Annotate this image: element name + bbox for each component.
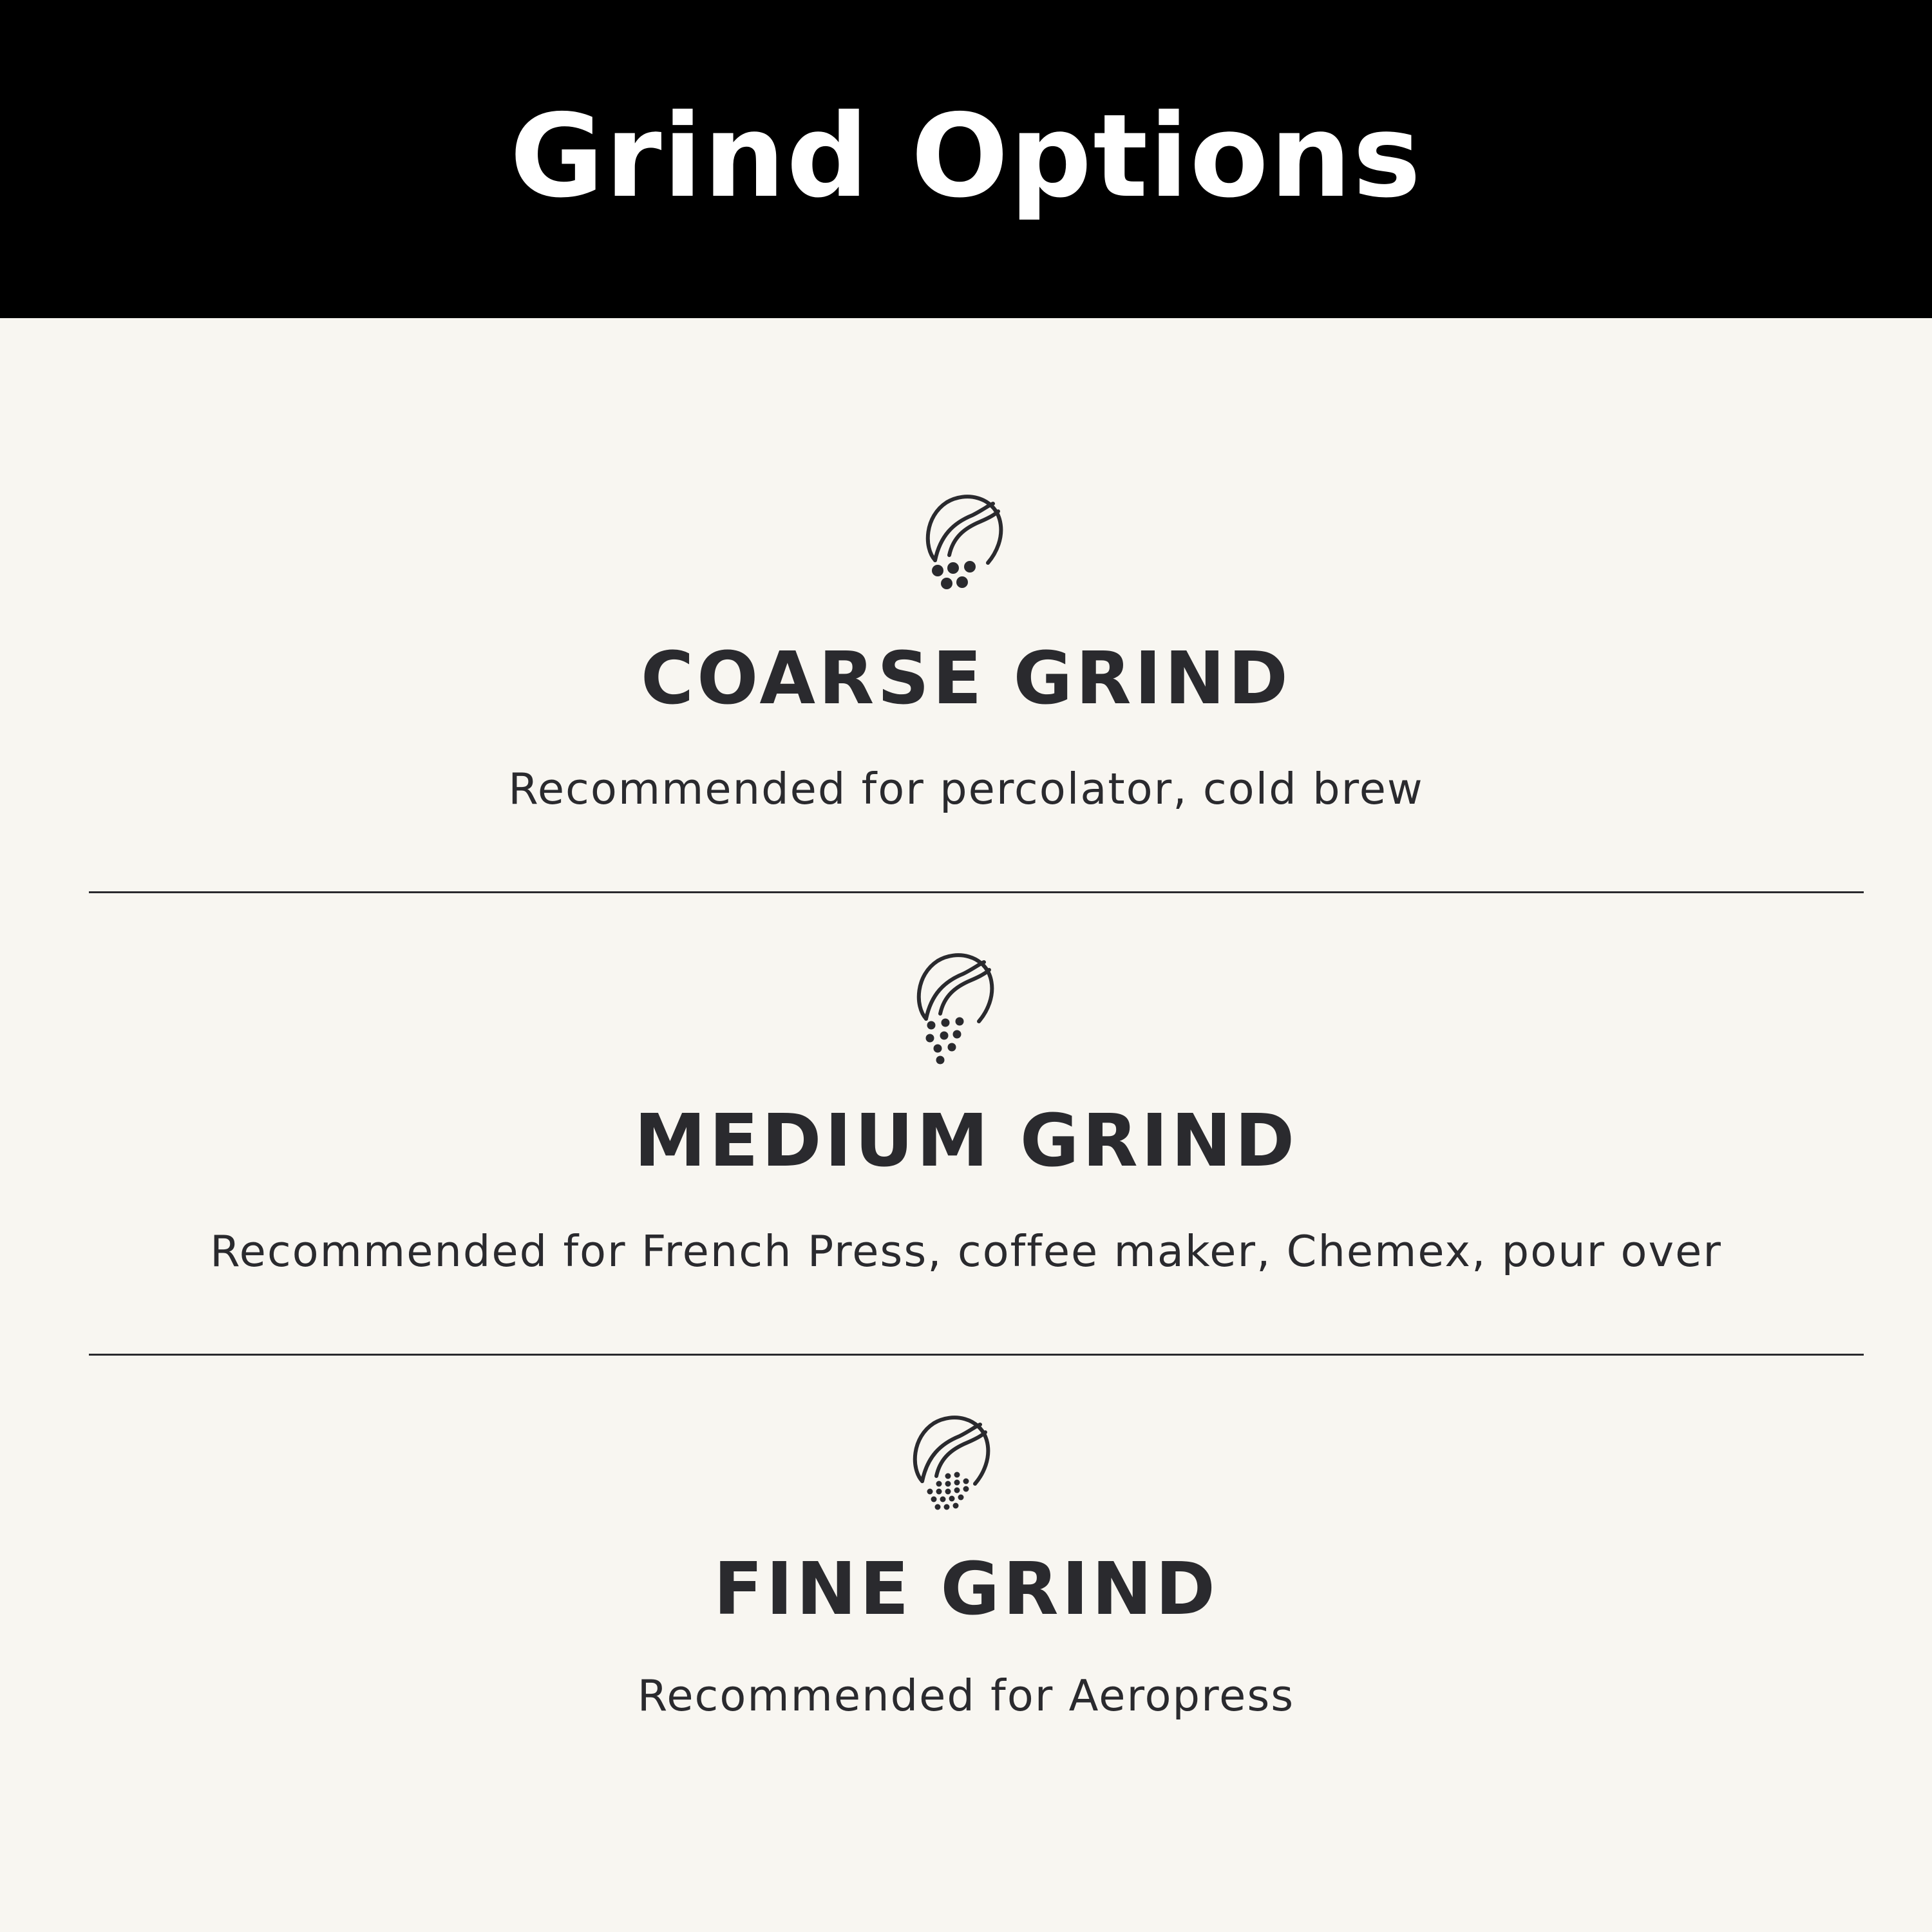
divider [89, 891, 1864, 893]
medium-grind-description: Recommended for French Press, coffee maker, Chemex, pour over [210, 1226, 1722, 1276]
coffee-bean-fine-icon [908, 1412, 998, 1521]
fine-grind-description: Recommended for Aeropress [637, 1671, 1295, 1721]
coarse-grind-title: COARSE GRIND [640, 637, 1292, 721]
coffee-bean-medium-icon [912, 949, 1002, 1065]
coffee-bean-coarse-icon [921, 491, 1011, 594]
coarse-grind-description: Recommended for percolator, cold brew [508, 764, 1424, 814]
fine-grind-title: FINE GRIND [714, 1548, 1218, 1631]
divider [89, 1354, 1864, 1356]
page-title: Grind Options [509, 90, 1423, 223]
header-banner [0, 0, 1932, 318]
medium-grind-title: MEDIUM GRIND [634, 1099, 1298, 1183]
